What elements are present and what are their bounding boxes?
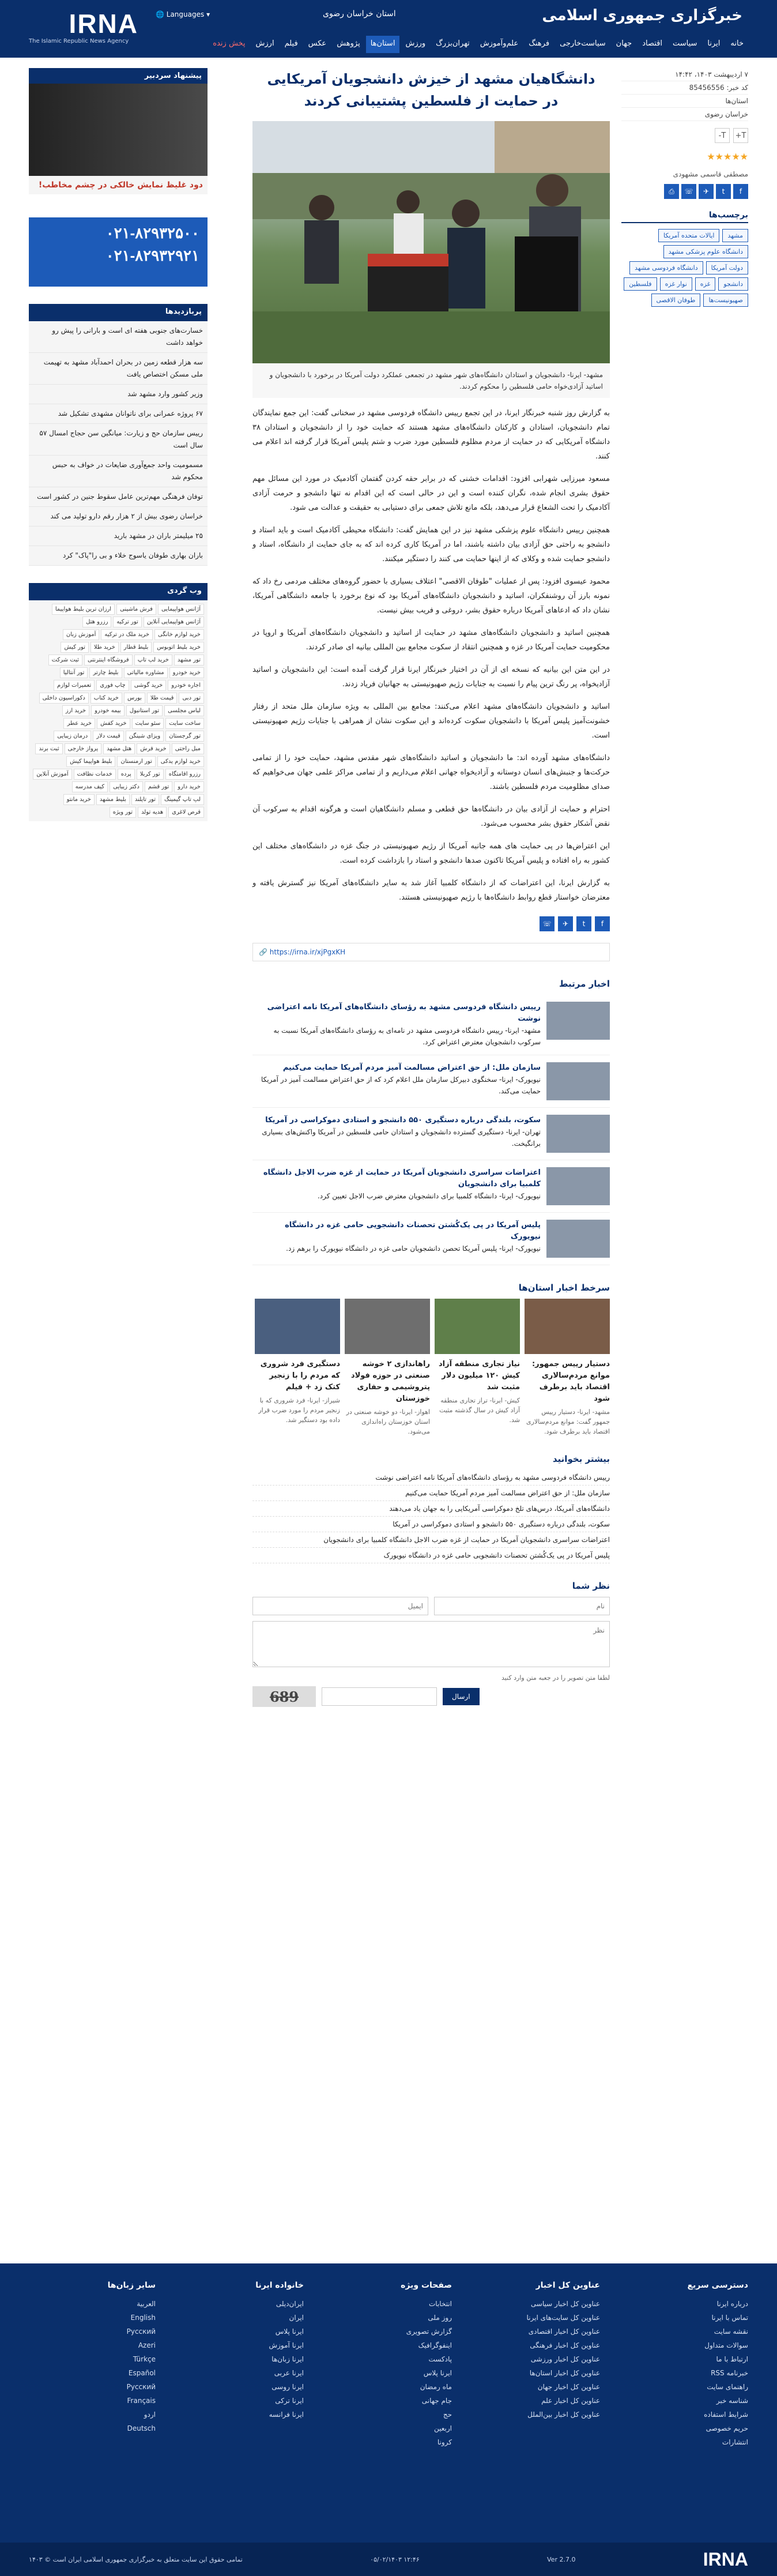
webtag[interactable]: تور قشم [145, 781, 172, 792]
tags-list [621, 229, 748, 307]
body-paragraph: احترام و حمایت از آزادی بیان در دانشگاه‌ها حق قطعی و مسلم دانشگاهیان است و هرگونه اقدام به سرکوب آن نقض آشکار حقوق بشر محسوب می‌شود. [252, 805, 610, 828]
popular-heading: پربازدیدها [29, 304, 208, 319]
related-item[interactable] [252, 1160, 610, 1213]
card-image[interactable] [525, 1299, 610, 1354]
webtag[interactable]: خرید طلا [90, 642, 119, 653]
nav-item[interactable]: تهران‌بزرگ [436, 39, 470, 48]
webtags-heading: وب گردی [29, 583, 208, 599]
webtag[interactable]: چاپ فوری [96, 680, 129, 691]
footer-link[interactable]: تماس با ایرنا [711, 2314, 748, 2322]
copyright: تمامی حقوق این سایت متعلق به خبرگزاری جمهوری اسلامی ایران است © ۱۴۰۳ [29, 2555, 243, 2563]
body-paragraph: مسعود میرزایی شهرابی افزود: اقدامات خشنی که در برابر حقه کردن گفتمان آکادمیک در مورد این مسائل مهم حقوق بشری انجام شده، نگران کننده است و این در حالی است که این اقدام نه تنها دانشجو و حرمت آزادی آکادمیک را تحت الشعاع قرار می‌دهد، بلکه مانع تلاش جمعی برای دستیابی به حقیقت و عدالت می شود. [252, 475, 610, 512]
footer-link[interactable]: کرونا [437, 2438, 452, 2446]
webtag[interactable]: ویزای شینگن [126, 731, 164, 742]
breadcrumb-subcategory[interactable]: خراسان رضوی [621, 108, 748, 121]
tag-chip[interactable]: صهیونیست‌ها [703, 294, 748, 307]
footer-link[interactable]: ارتباط با ما [716, 2355, 748, 2363]
footer-column [177, 2281, 304, 2449]
short-link[interactable] [252, 943, 610, 961]
logo-text: IRNA [69, 9, 138, 39]
footer-columns [0, 2263, 777, 2449]
tag-chip[interactable]: مشهد [722, 229, 748, 242]
nav-item[interactable]: عکس [308, 39, 327, 48]
body-paragraph: اساتید و دانشجویان دانشگاه‌های مشهد اعلام می‌کنند: مجامع بین المللی به ویژه سازمان ملل متحد از رفتار خشونت‌آمیز پلیس آمریکا با دانشجویان سکوت کرده‌اند و این سکوت نشان از همراهی با جنایات رژیم صهیونیستی است. [252, 702, 610, 740]
body-paragraph: همچنین اساتید و دانشجویان دانشگاه‌های مشهد در حمایت از اساتید و دانشجویان دانشگاه‌های آمریکا و اروپا در محکومیت حمایت آمریکا در غزه و همچنین انتقاد از سکوت مجامع بین المللی بیانیه ای صادر کردند. [252, 629, 610, 652]
email-input[interactable] [252, 1597, 428, 1615]
footer-column [29, 2281, 156, 2449]
tag-chip[interactable]: ایالات متحده آمریکا [658, 229, 719, 242]
tag-chip[interactable]: دانشگاه فردوسی مشهد [629, 261, 703, 274]
site-header [0, 0, 777, 58]
twitter-icon[interactable]: t [716, 184, 731, 199]
facebook-icon[interactable]: f [733, 184, 748, 199]
footer-link[interactable]: ایران [289, 2314, 304, 2322]
webtag[interactable]: تور ویژه [110, 807, 136, 818]
languages-dropdown[interactable]: 🌐 Languages ▾ [156, 10, 210, 18]
footer-link[interactable]: سوالات متداول [704, 2341, 748, 2349]
footer-column-title: صفحات ویژه [401, 2281, 452, 2290]
popular-list [29, 319, 208, 566]
related-desc: نیویورک- ایرنا- سخنگوی دبیرکل سازمان ملل اعلام کرد که از حق اعتراض مسالمت آمیز در آمریکا حمایت می‌کند. [261, 1075, 541, 1095]
footer-column [621, 2281, 748, 2449]
webtag[interactable]: فروشگاه اینترنتی [84, 655, 133, 665]
telegram-icon[interactable]: ✈ [699, 184, 714, 199]
breadcrumb-category[interactable]: استان‌ها [621, 95, 748, 108]
webtag[interactable]: قیمت طلا [147, 693, 178, 704]
footer-link[interactable]: نقشه سایت [714, 2327, 748, 2336]
footer-link[interactable]: روز ملی [428, 2314, 452, 2322]
article-meta [621, 68, 748, 121]
webtag[interactable]: خرید کتاب [90, 693, 122, 704]
webtag[interactable]: تور دبی [179, 693, 204, 704]
footer-link[interactable]: ایرنا زبان‌ها [271, 2355, 304, 2363]
card-title[interactable]: دستیار رییس جمهور: موانع مردم‌سالاری اقتصاد باید برطرف شود [531, 1360, 610, 1403]
nav-item[interactable]: خانه [730, 39, 744, 48]
webtag[interactable]: تور آنتالیا [60, 667, 88, 678]
body-paragraph: دانشگاه‌های مشهد آورده اند: ما دانشجویان و اساتید دانشگاه‌های شهر مقدس مشهد، حمایت خود را از تمامی حرکت‌ها و جنبش‌های انسان دوستانه و آزادیخواه جهانی اعلام می‌داریم و از تمامی مراکز علمی جهان می‌خواهیم که صدای مظلومیت مردم فلسطین باشند. [252, 754, 610, 791]
related-text [252, 1062, 541, 1100]
footer-link[interactable]: حج [443, 2410, 452, 2419]
font-decrease-icon[interactable]: T- [715, 128, 730, 143]
webtag[interactable]: آژانس هواپیمایی آنلاین [144, 616, 204, 627]
footer-link[interactable]: شناسه خبر [716, 2397, 748, 2405]
footer-stats: ۱۲:۴۶ ۰۵/۰۲/۱۴۰۳ [370, 2555, 420, 2563]
footer-link[interactable]: راهنمای سایت [707, 2383, 748, 2391]
related-desc: نیویورک- ایرنا- پلیس آمریکا تحصن دانشجویان حامی غزه در دانشگاه نیویورک را برهم زد. [286, 1244, 541, 1253]
related-thumbnail[interactable] [546, 1062, 610, 1100]
webtags-list [29, 599, 208, 821]
webtag[interactable]: خرید لپ تاپ [134, 655, 172, 665]
more-item[interactable]: سکوت، بلندگی درباره دستگیری ۵۵۰ دانشجو و استادی دموکراسی در آمریکا [252, 1517, 610, 1532]
card-title[interactable]: راهاندازی ۲ خوشه صنعتی در حوزه فولاد پتروشیمی و حفاری خوزستان [350, 1360, 430, 1403]
related-item[interactable] [252, 1055, 610, 1108]
footer-column-title: خانواده ایرنا [255, 2281, 304, 2290]
footer-column-title: سایر زبان‌ها [107, 2281, 156, 2290]
more-item[interactable]: پلیس آمریکا در پی یک‌کُشتن تحصنات دانشجویی حامی غزه در دانشگاه نیویورک [252, 1548, 610, 1563]
article-photo[interactable] [252, 121, 610, 363]
webtag[interactable]: خدمات نظافت [74, 769, 116, 780]
nav-item[interactable]: ورزش [405, 39, 426, 48]
popular-item[interactable]: خراسان رضوی بیش از ۲ هزار رقم دارو تولید می کند [29, 507, 208, 527]
footer-link[interactable]: جام جهانی [421, 2397, 452, 2405]
footer-link[interactable]: ماه رمضان [420, 2383, 452, 2391]
whatsapp-icon[interactable]: ☏ [540, 916, 555, 931]
footer-version: Ver 2.7.0 [547, 2555, 576, 2563]
phone-banner[interactable] [29, 217, 208, 287]
footer-link[interactable]: ایرنا آموزش [269, 2341, 304, 2349]
webtag[interactable]: خرید مانتو [63, 794, 95, 805]
related-title[interactable]: رییس دانشگاه فردوسی مشهد به رؤسای دانشگاه‌های آمریکا نامه اعتراضی نوشت [267, 1003, 541, 1023]
protest-photo-illustration [252, 121, 610, 363]
comment-textarea[interactable] [252, 1621, 610, 1667]
webtag[interactable]: تور کربلا [137, 769, 164, 780]
editor-pick-heading: پیشنهاد سردبیر [29, 68, 208, 84]
webtag[interactable]: ثبت برند [35, 743, 62, 754]
tag-chip[interactable]: دانشگاه علوم پزشکی مشهد [663, 245, 748, 258]
news-code: کد خبر: 85456556 [621, 81, 748, 95]
nav-item[interactable]: پژوهش [337, 39, 360, 48]
site-name: خبرگزاری جمهوری اسلامی [542, 7, 742, 24]
region-title: استان خراسان رضوی [323, 9, 396, 18]
more-item[interactable]: سازمان ملل: از حق اعتراض مسالمت آمیز مردم آمریکا حمایت می‌کنیم [252, 1486, 610, 1501]
popular-item[interactable]: وزیر کشور وارد مشهد شد [29, 385, 208, 404]
provincial-card[interactable] [255, 1299, 340, 1436]
footer-link[interactable]: العربیة [137, 2300, 156, 2308]
nav-item[interactable]: پخش زنده [213, 39, 246, 48]
body-paragraph: به گزارش روز شنبه خبرنگار ایرنا، در این تجمع رییس دانشگاه فردوسی مشهد در سخنانی گفت: این جمع نمایندگان تمام دانشجویان، استادان و کارکنان دانشگاه‌های مشهد هستند که حمایت خود را از دانشجویان و استادان ۳۸ دانشگاه آمریکایی که در حمایت از مردم مظلوم فلسطین مورد ضرب و شتم پلیس آمریکا قرار گرفته اند اعلام می کنند. [252, 409, 610, 461]
provincial-card[interactable] [345, 1299, 430, 1436]
author-name: مصطفی قاسمی مشهودی [673, 170, 748, 178]
related-thumbnail[interactable] [546, 1220, 610, 1258]
footer-link[interactable]: Azeri [138, 2341, 156, 2349]
publish-date: ۷ اردیبهشت ۱۴۰۳، ۱۴:۴۲ [621, 68, 748, 81]
related-desc: مشهد- ایرنا- رییس دانشگاه فردوسی مشهد در نامه‌ای به رؤسای دانشگاه‌های آمریکا نسبت به سرکوب دانشجویان معترض اعتراض کرد. [273, 1026, 541, 1046]
tag-chip[interactable]: فلسطین [624, 277, 657, 291]
editor-pick-image[interactable] [29, 84, 208, 176]
related-list [252, 995, 610, 1265]
comment-form [252, 1597, 610, 1707]
webtag[interactable]: تعمیرات لوازم [54, 680, 95, 691]
captcha-hint: لطفا متن تصویر را در جعبه متن وارد کنید [501, 1674, 610, 1682]
footer-link[interactable]: ایران‌دیلی [276, 2300, 304, 2308]
tag-chip[interactable]: دولت آمریکا [706, 261, 748, 274]
related-title[interactable]: پلیس آمریکا در پی یک‌کُشتن تحصنات دانشجویی حامی غزه در دانشگاه نیویورک [285, 1221, 541, 1241]
related-item[interactable] [252, 995, 610, 1055]
share-toolbar [621, 184, 748, 199]
webtag[interactable]: تور گرجستان [165, 731, 204, 742]
footer-link[interactable]: عناوین کل اخبار جهان [537, 2383, 600, 2391]
related-desc: تهران- ایرنا- دستگیری گسترده دانشجویان و استادان حامی فلسطین در آمریکا واکنش‌های بسیاری برانگیخت. [262, 1128, 541, 1148]
languages-label: Languages [166, 10, 205, 18]
nav-item[interactable]: علم‌وآموزش [480, 39, 519, 48]
related-title[interactable]: اعتراضات سراسری دانشجویان آمریکا در حمایت از غزه ضرب الاجل دانشگاه کلمبیا برای دانشجویان [263, 1168, 541, 1189]
provincial-cards [252, 1299, 610, 1436]
body-paragraph: محمود عیسوی افزود: پس از عملیات "طوفان الاقصی" اعتلاف بسیاری با حضور گروه‌های مختلف مردمی رخ داد که نمونه بارز آن روشنفکران، اساتید و دانشجویان دانشگاه‌های آمریکا بود که نوع برخورد با جامعه دانشگاهی آمریکا، نشان داد که ادعاهای آمریکا درباره حقوق بشر، دروغی و فریب بیش نیست. [252, 577, 610, 615]
footer-link[interactable]: عناوین کل اخبار ورزشی [530, 2355, 600, 2363]
footer-link[interactable]: عناوین کل اخبار فرهنگی [530, 2341, 600, 2349]
webtag[interactable]: اجاره خودرو [168, 680, 204, 691]
footer-link[interactable]: حریم خصوصی [706, 2424, 748, 2432]
tag-chip[interactable]: نوار غزه [660, 277, 692, 291]
footer-column [473, 2281, 600, 2449]
related-text [252, 1115, 541, 1153]
related-item[interactable] [252, 1213, 610, 1265]
link-icon: 🔗 [259, 948, 270, 956]
webtag[interactable]: مبل راحتی [172, 743, 204, 754]
webtag[interactable]: پرده [118, 769, 135, 780]
webtag[interactable]: تور ارمنستان [117, 756, 155, 767]
nav-item[interactable]: سیاست‌خارجی [560, 39, 606, 48]
footer-link[interactable]: Français [127, 2397, 156, 2405]
footer-link[interactable]: خبرنامه RSS [711, 2369, 748, 2377]
webtag[interactable]: خرید خودرو [169, 667, 204, 678]
nav-item[interactable]: سیاست [672, 39, 697, 48]
nav-item[interactable]: فرهنگ [529, 39, 550, 48]
footer-link[interactable]: عناوین کل سایت‌های ایرنا [526, 2314, 600, 2322]
webtag[interactable]: هتل مشهد [103, 743, 135, 754]
webtag[interactable]: خرید دارو [174, 781, 204, 792]
captcha-image: 689 [252, 1686, 316, 1707]
footer-link[interactable]: Русский [126, 2327, 156, 2336]
webtag[interactable]: رزرو اقامتگاه [165, 769, 204, 780]
card-desc: کیش- ایرنا- تراز تجاری منطقه آزاد کیش در سال گذشته مثبت شد. [439, 1397, 520, 1424]
footer-link[interactable]: عناوین کل اخبار بین‌الملل [527, 2410, 600, 2419]
rating-stars[interactable]: ★★★★★ [707, 151, 748, 162]
footer-logo[interactable]: IRNA [703, 2548, 748, 2570]
body-paragraph: در این متن این بیانیه که نسخه ای از آن در اختیار خبرنگار ایرنا قرار گرفت آمده است: این دانشجویان و اساتید آزادیخواه، پر رنگ ترین پیام را نسبت به جنایات رژیم صهیونیستی به جهانیان فریاد زدند. [252, 665, 610, 689]
captcha-input[interactable] [322, 1687, 437, 1706]
popular-item[interactable]: رییس سازمان حج و زیارت: میانگین سن حجاج امسال ۵۷ سال است [29, 424, 208, 456]
webtag[interactable]: کیف مدرسه [72, 781, 108, 792]
webtag[interactable]: ساخت سایت [165, 718, 204, 729]
popular-item[interactable]: ۶۷ پروژه عمرانی برای ناتوانان مشهدی تشکیل شد [29, 404, 208, 424]
footer-link[interactable]: ایرنا عربی [274, 2369, 304, 2377]
footer-link[interactable]: انتخابات [429, 2300, 452, 2308]
webtag[interactable]: خرید ارز [62, 705, 89, 716]
footer-link[interactable]: Pусский [126, 2383, 156, 2391]
footer-link[interactable]: Türkçe [133, 2355, 156, 2363]
footer-link[interactable]: عناوین کل اخبار علم [541, 2397, 600, 2405]
footer-link[interactable]: ایرنا روسی [271, 2383, 304, 2391]
footer-link[interactable]: پادکست [428, 2355, 452, 2363]
left-sidebar [29, 68, 208, 821]
article-main [252, 68, 610, 1707]
telegram-icon[interactable]: ✈ [558, 916, 573, 931]
body-paragraph: این اعتراض‌ها در پی حمایت های همه جانبه آمریکا از رژیم صهیونیستی در جنگ غزه در دانشگاه‌های مختلف این کشور به راه افتاده و پلیس آمریکا تاکنون صدها دانشجو و استاد را بازداشت کرده است. [252, 842, 610, 865]
related-desc: نیویورک- ایرنا- دانشگاه کلمبیا برای دانشجویان معترض ضرب الاجل تعیین کرد. [317, 1192, 541, 1200]
webtag[interactable]: درمان زیبایی [54, 731, 91, 742]
webtag[interactable]: خرید گوشی [131, 680, 167, 691]
webtag[interactable]: ثبت شرکت [48, 655, 82, 665]
article-sidebar [621, 68, 748, 307]
webtag[interactable]: خرید بلیط اتوبوس [153, 642, 204, 653]
footer-link[interactable]: ایرنا فرانسه [269, 2410, 304, 2419]
card-title[interactable]: نیاز تجاری منطقه آزاد کیش ۱۲۰ میلیون دلار مثبت شد [439, 1360, 520, 1392]
webtag[interactable]: قرص لاغری [168, 807, 204, 818]
webtag[interactable]: خرید لوازم خانگی [154, 629, 204, 640]
popular-item[interactable]: مسمومیت واحد جمع‌آوری ضایعات در خواف به حبس محکوم شد [29, 456, 208, 487]
footer-link[interactable]: شرایط استفاده [704, 2410, 748, 2419]
footer-link[interactable]: عناوین کل اخبار استان‌ها [529, 2369, 600, 2377]
webtag[interactable]: آموزش زبان [63, 629, 100, 640]
webtag[interactable]: آموزش آنلاین [33, 769, 71, 780]
irna-logo[interactable] [29, 10, 138, 46]
footer-link[interactable]: عناوین کل اخبار سیاسی [530, 2300, 600, 2308]
article-title: دانشگاهیان مشهد از خیزش دانشجویان آمریکایی در حمایت از فلسطین پشتیبانی کردند [267, 71, 595, 109]
footer-column [325, 2281, 452, 2449]
nav-item[interactable]: ارزش [255, 39, 274, 48]
short-link-text: https://irna.ir/xjPgxKH [269, 948, 346, 956]
main-nav [208, 36, 748, 53]
photo-caption: مشهد- ایرنا- دانشجویان و استادان دانشگاه‌های شهر مشهد در تجمعی عملکرد دولت آمریکا در برخورد با دانشجویان و اساتید آزادی‌خواه حامی فلسطین را محکوم کردند. [252, 363, 610, 398]
tag-chip[interactable]: غزه [695, 277, 716, 291]
font-increase-icon[interactable]: T+ [733, 128, 748, 143]
nav-item[interactable]: ایرنا [707, 39, 721, 48]
footer-link[interactable]: ایرنا پلاس [423, 2369, 452, 2377]
related-text [252, 1220, 541, 1258]
webtag[interactable]: تور مشهد [174, 655, 204, 665]
footer-link[interactable]: درباره ایرنا [716, 2300, 748, 2308]
tag-chip[interactable]: طوفان الاقصی [651, 294, 701, 307]
footer-link[interactable]: اربعین [433, 2424, 452, 2432]
footer-link[interactable]: عناوین کل اخبار اقتصادی [528, 2327, 600, 2336]
webtag[interactable]: فرش ماشینی [116, 604, 156, 615]
editor-pick-caption[interactable]: دود غلیظ نمایش خالکی در چشم مخاطب! [29, 176, 208, 194]
related-title[interactable]: سکوت، بلندگی درباره دستگیری ۵۵۰ دانشجو و استادی دموکراسی در آمریکا [265, 1116, 541, 1125]
webtag[interactable]: لپ تاپ گیمینگ [161, 794, 204, 805]
phone-number-2: ۰۲۱-۸۲۹۳۲۹۲۱ [105, 247, 199, 264]
card-image[interactable] [435, 1299, 520, 1354]
related-title[interactable]: سازمان ملل: از حق اعتراض مسالمت آمیز مردم آمریکا حمایت می‌کنیم [282, 1063, 541, 1072]
webtag[interactable]: تور تایلند [131, 794, 159, 805]
tags-heading: برچسب‌ها [621, 210, 748, 223]
popular-item[interactable]: ۲۵ میلیمتر باران در مشهد بارید [29, 527, 208, 546]
related-thumbnail[interactable] [546, 1002, 610, 1040]
related-text [252, 1167, 541, 1205]
bottom-share [252, 916, 610, 931]
related-thumbnail[interactable] [546, 1167, 610, 1205]
footer-bottom [0, 2543, 777, 2576]
more-item[interactable]: اعتراضات سراسری دانشجویان آمریکا در حمایت از غزه ضرب الاجل دانشگاه کلمبیا برای دانشجویان [252, 1532, 610, 1548]
footer-link[interactable]: Español [128, 2369, 156, 2377]
nav-item[interactable]: اقتصاد [642, 39, 662, 48]
footer-link[interactable]: انتشارات [722, 2438, 748, 2446]
footer-link[interactable]: ایرنا ترکی [275, 2397, 304, 2405]
popular-item[interactable]: سه هزار قطعه زمین در بحران احمدآباد مشهد به تهیمت ملی مسکن اختصاص یافت [29, 353, 208, 385]
nav-item[interactable]: استان‌ها [366, 36, 400, 53]
webtag[interactable]: تور کیش [61, 642, 88, 653]
webtag[interactable]: خرید عطر [63, 718, 95, 729]
webtag[interactable]: هدیه تولد [138, 807, 167, 818]
whatsapp-icon[interactable]: ☏ [681, 184, 696, 199]
popular-item[interactable]: باران بهاری طوفان یاسوج خلاء و بی را"پاک" کرد [29, 546, 208, 566]
nav-item[interactable]: جهان [616, 39, 632, 48]
provincial-heading: سرخط اخبار استان‌ها [518, 1283, 610, 1293]
body-paragraph: همچنین رییس دانشگاه علوم پزشکی مشهد نیز در این همایش گفت: دانشگاه محیطی آکادمیک است و باید استاد و دانشجو به راحتی حق آزادی بیان داشته باشند، اما در آمریکا کاری کرده اند که به جای حمایت از دانشگاه، استاد و دانشجو حمایت شده و وکلای که از اینها حمایت می کنند را دستگیر میکنند. [252, 526, 610, 563]
footer-link[interactable]: اردو [144, 2410, 156, 2419]
body-paragraph: به گزارش ایرنا، این اعتراضات که از دانشگاه کلمبیا آغاز شد به سایر دانشگاه‌های آمریکا نیز گسترش یافته و معترضان خواستار قطع روابط دانشگاه‌ها با رژیم صهیونیستی هستند. [252, 879, 610, 902]
webtag[interactable]: خرید ملک در ترکیه [101, 629, 153, 640]
related-thumbnail[interactable] [546, 1115, 610, 1153]
print-icon[interactable]: ⎙ [664, 184, 679, 199]
submit-button[interactable]: ارسال [443, 1688, 480, 1705]
related-heading: اخبار مرتبط [559, 979, 610, 989]
footer-column-title: دسترسی سریع [687, 2281, 748, 2290]
card-desc: اهواز- ایرنا- دو خوشه صنعتی در استان خوزستان راه‌اندازی می‌شود. [346, 1408, 430, 1435]
webtag[interactable]: بلیط مشهد [96, 794, 130, 805]
provincial-card[interactable] [435, 1299, 520, 1436]
webtag[interactable]: سئو سایت [132, 718, 164, 729]
webtag[interactable]: تور ترکیه [113, 616, 141, 627]
webtag[interactable]: دکوراسیون داخلی [39, 693, 89, 704]
webtag[interactable]: آژانس هواپیمایی [158, 604, 204, 615]
font-size-controls [621, 128, 748, 143]
webtag[interactable]: خرید کفش [97, 718, 130, 729]
footer-link[interactable]: اینفوگرافیک [418, 2341, 452, 2349]
footer-link[interactable]: Deutsch [127, 2424, 156, 2432]
article-body [252, 406, 610, 905]
webtag[interactable]: لباس مجلسی [164, 705, 204, 716]
footer-link[interactable]: ایرنا پلاس [275, 2327, 304, 2336]
webtag[interactable]: پرواز خارجی [65, 743, 102, 754]
twitter-icon[interactable]: t [576, 916, 591, 931]
webtag[interactable]: رزرو هتل [82, 616, 111, 627]
related-item[interactable] [252, 1108, 610, 1160]
more-item[interactable]: دانشگاه‌های آمریکا، درس‌های تلخ دموکراسی آمریکایی را به جهان یاد می‌دهند [252, 1501, 610, 1517]
globe-icon: 🌐 [156, 10, 167, 18]
tag-chip[interactable]: دانشجو [718, 277, 748, 291]
card-image[interactable] [255, 1299, 340, 1354]
card-desc: مشهد- ایرنا- دستیار رییس جمهور گفت: موانع مردم‌سالاری اقتصاد باید برطرف شود. [526, 1408, 610, 1435]
site-footer [0, 2263, 777, 2576]
webtag[interactable]: قیمت دلار [93, 731, 124, 742]
webtag[interactable]: بلیط چارتر [89, 667, 122, 678]
more-list [252, 1470, 610, 1563]
logo-subtitle: The Islamic Republic News Agency [29, 38, 129, 44]
footer-link[interactable]: گزارش تصویری [406, 2327, 452, 2336]
webtag[interactable]: ارزان ترین بلیط هواپیما [52, 604, 115, 615]
webtag[interactable]: بلیط قطار [120, 642, 152, 653]
webtag[interactable]: دکتر زیبایی [110, 781, 143, 792]
footer-column-title: عناوین کل اخبار [535, 2281, 600, 2290]
webtag[interactable]: خرید فرش [137, 743, 169, 754]
more-item[interactable]: رییس دانشگاه فردوسی مشهد به رؤسای دانشگاه‌های آمریکا نامه اعتراضی نوشت [252, 1470, 610, 1486]
popular-item[interactable]: خسارت‌های جنوبی هفته ای است و بارانی را پیش رو خواهد داشت [29, 321, 208, 353]
more-heading: بیشتر بخوانید [552, 1454, 610, 1464]
popular-item[interactable]: توفان فرهنگی مهم‌ترین عامل سقوط جنین در کشور است [29, 487, 208, 507]
comment-heading: نظر شما [572, 1581, 610, 1591]
provincial-card[interactable] [525, 1299, 610, 1436]
webtag[interactable]: خرید لوازم یدکی [157, 756, 204, 767]
webtag[interactable]: بیمه خودرو [91, 705, 125, 716]
footer-link[interactable]: English [130, 2314, 156, 2322]
facebook-icon[interactable]: f [595, 916, 610, 931]
phone-number-1: ۰۲۱-۸۲۹۳۲۵۰۰ [105, 224, 199, 242]
name-input[interactable] [434, 1597, 610, 1615]
webtag[interactable]: بورس [124, 693, 145, 704]
webtag[interactable]: مشاوره مالیاتی [124, 667, 168, 678]
nav-item[interactable]: فیلم [284, 39, 298, 48]
card-image[interactable] [345, 1299, 430, 1354]
related-text [252, 1002, 541, 1048]
webtag[interactable]: تور استانبول [126, 705, 163, 716]
card-desc: شیراز- ایرنا- فرد شروری که با زنجیر مردم را مورد ضرب قرار داده بود دستگیر شد. [258, 1397, 340, 1424]
card-title[interactable]: دستگیری فرد شروری که مردم را با زنجیر کتک زد + فیلم [260, 1360, 340, 1392]
webtag[interactable]: بلیط هواپیما کیش [66, 756, 115, 767]
